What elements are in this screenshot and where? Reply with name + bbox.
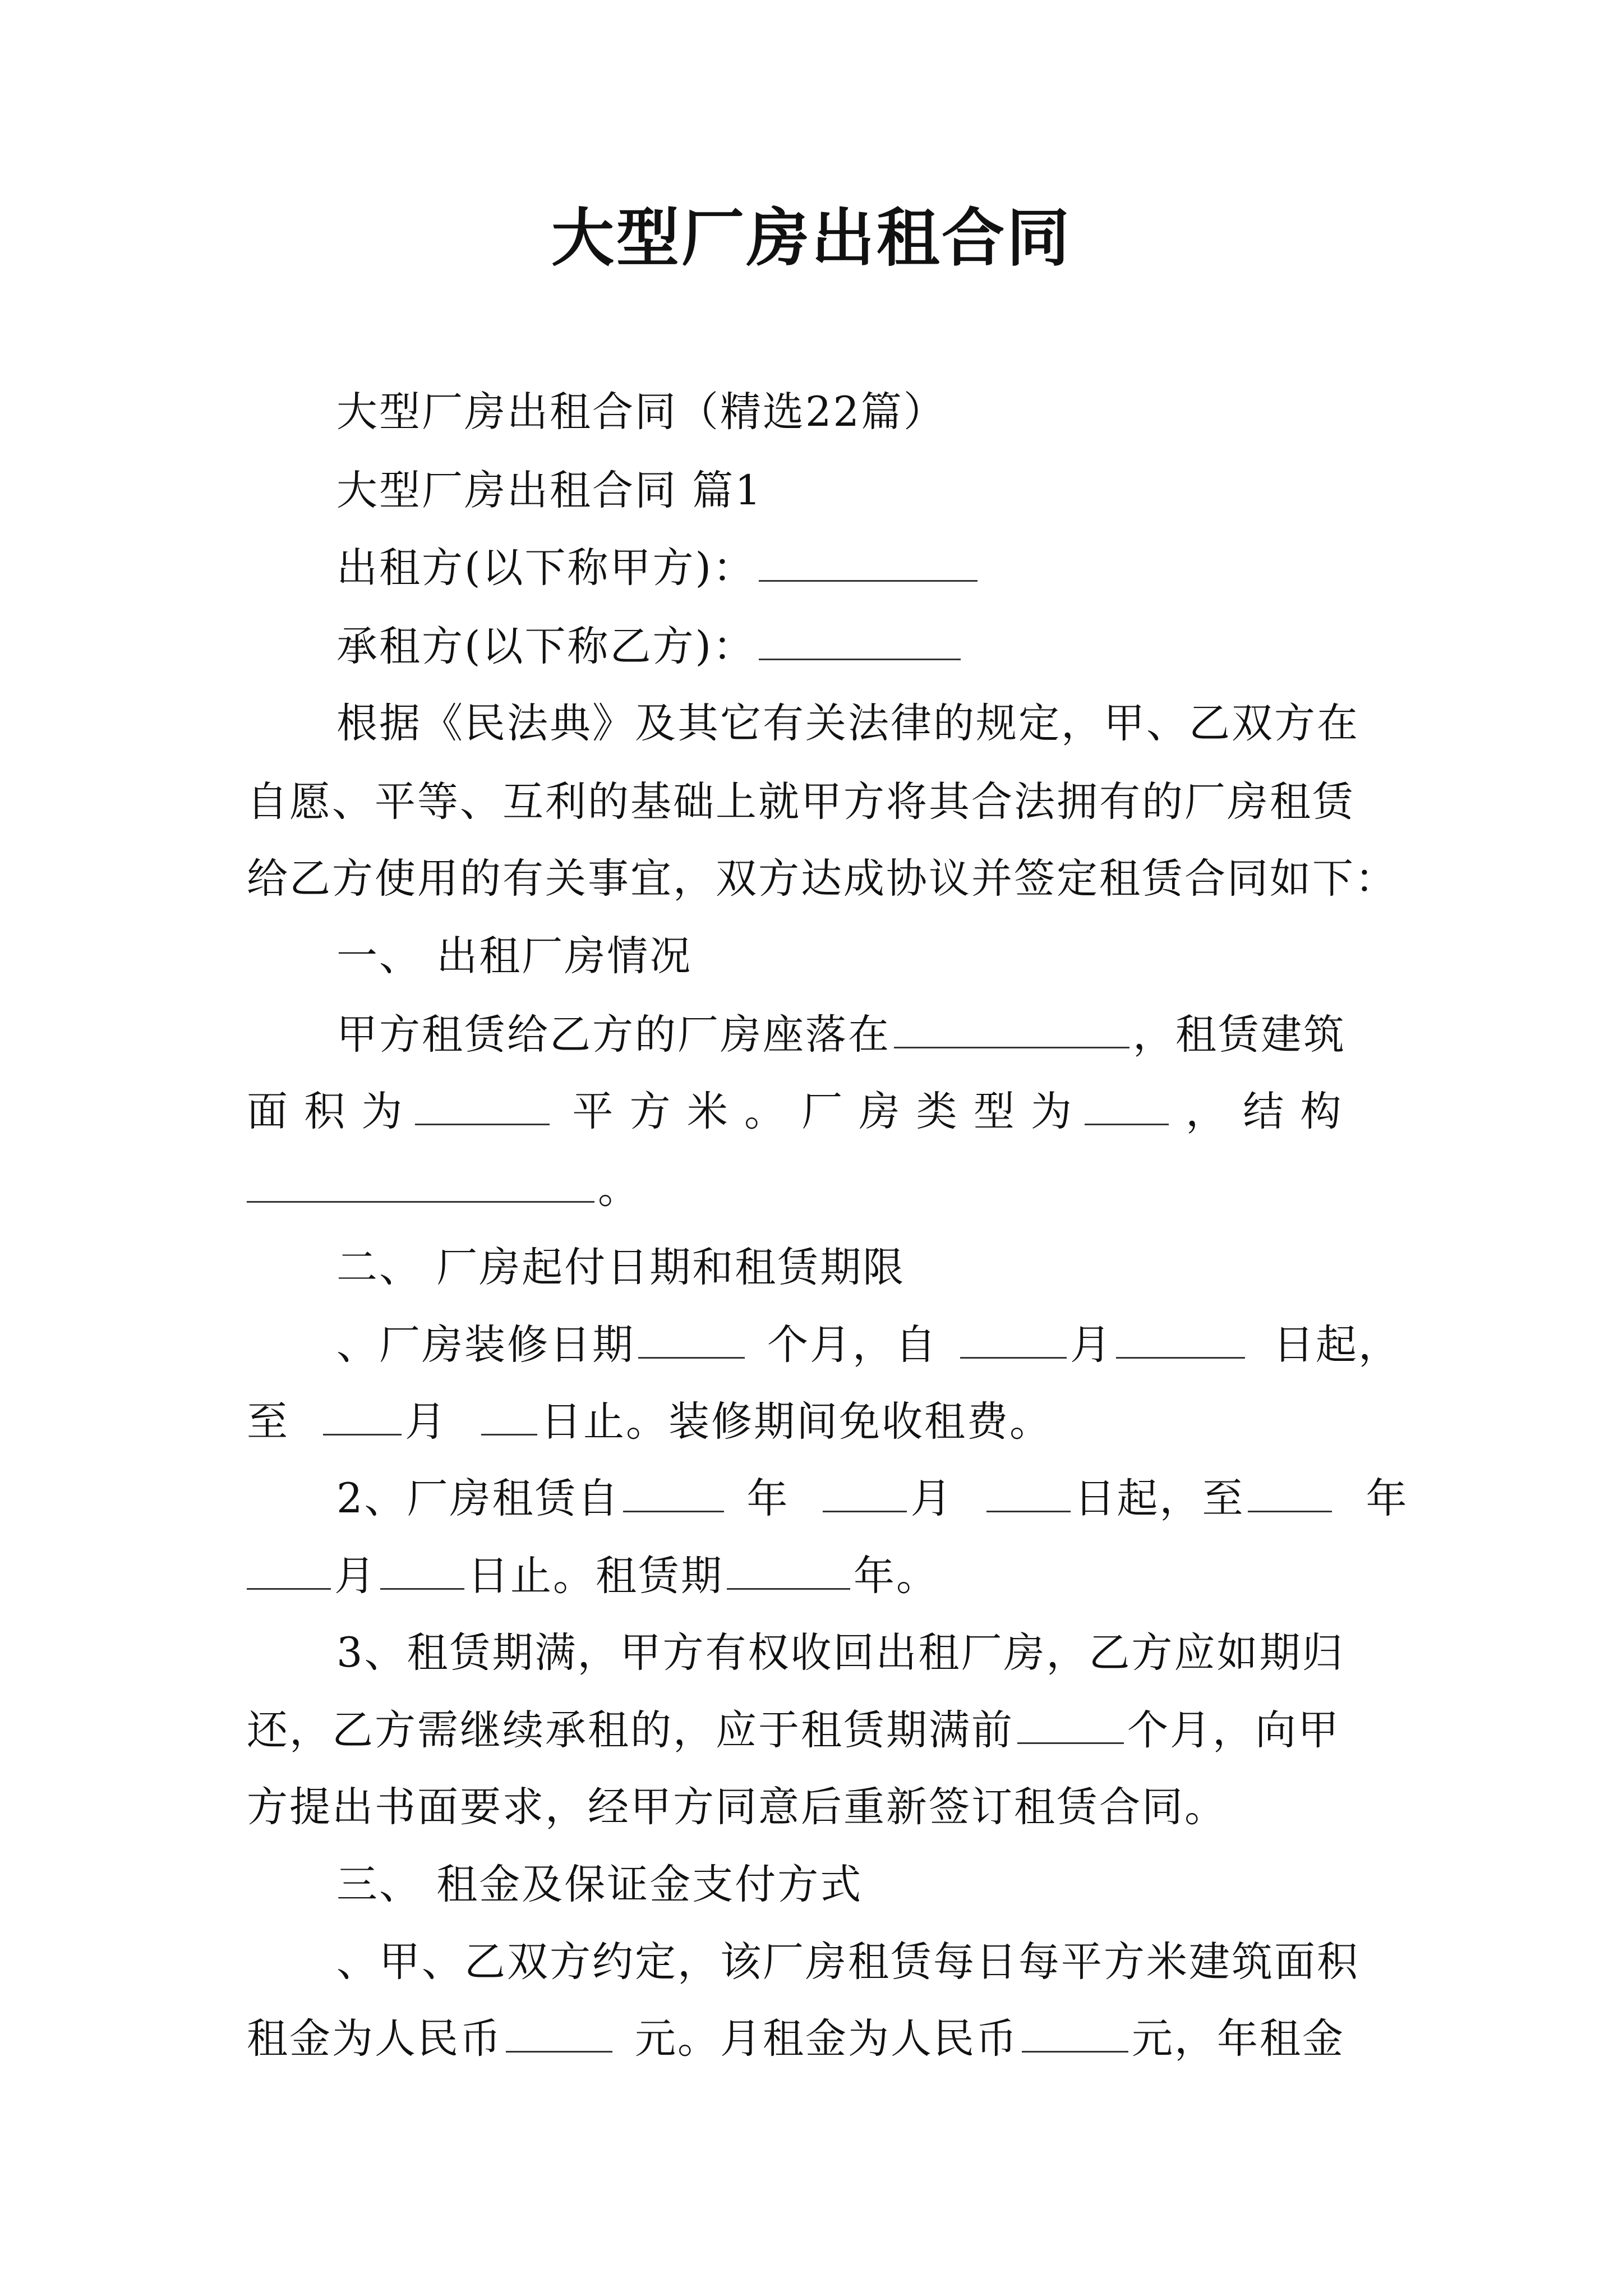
type-blank xyxy=(1085,1090,1169,1125)
section2-text: 个月，向甲 xyxy=(1127,1706,1340,1754)
section1-line-1 xyxy=(336,1007,1346,1063)
decoration-end-day-blank xyxy=(481,1400,537,1435)
section2-text: 年 xyxy=(1366,1475,1409,1522)
renewal-months-blank xyxy=(1017,1709,1124,1744)
section3-line-1: 、甲、乙双方约定，该厂房租赁每日每平方米建筑面积 xyxy=(336,1938,1359,1986)
section2-p1-line-2 xyxy=(247,1394,1052,1450)
section2-p2-line-2 xyxy=(247,1548,939,1604)
monthly-rent-blank xyxy=(1022,2017,1128,2053)
section1-line-2 xyxy=(247,1084,1343,1140)
section2-text: 个月，自 xyxy=(767,1321,938,1369)
section3-line-2 xyxy=(247,2011,1345,2067)
intro-line-2: 自愿、平等、互利的基础上就甲方将其合法拥有的厂房租赁 xyxy=(247,778,1355,826)
section2-p3-line-3: 方提出书面要求，经甲方同意后重新签订租赁合同。 xyxy=(247,1783,1227,1831)
document-title: 大型厂房出租合同 xyxy=(551,201,1072,275)
section1-line-3 xyxy=(247,1161,640,1217)
section2-p1-line-1 xyxy=(336,1317,1401,1373)
section2-text: 日止。租赁期 xyxy=(468,1552,723,1600)
structure-blank xyxy=(247,1167,594,1203)
section2-text: 月 xyxy=(334,1552,377,1600)
section2-text: 月 xyxy=(1070,1321,1113,1369)
area-blank xyxy=(415,1090,550,1125)
section2-p3-line-2 xyxy=(247,1703,1340,1759)
decoration-start-month-blank xyxy=(960,1323,1067,1359)
section2-p2-line-1 xyxy=(336,1471,1408,1527)
section2-text: 2、厂房租赁自 xyxy=(336,1475,620,1522)
section1-text: 面 积 为 xyxy=(247,1088,404,1135)
section2-text: 月 xyxy=(405,1398,448,1446)
section2-text: 日起，至 xyxy=(1074,1475,1245,1522)
lessee-line xyxy=(336,619,964,675)
daily-rent-blank xyxy=(506,2017,612,2053)
lessor-blank xyxy=(759,546,978,582)
section2-text: 年。 xyxy=(854,1552,939,1600)
lessor-line xyxy=(336,540,981,596)
decoration-months-blank xyxy=(638,1323,745,1359)
lease-end-month-blank xyxy=(247,1554,331,1590)
lease-start-year-blank xyxy=(623,1477,724,1512)
section1-text: ， 结 构 xyxy=(1186,1088,1343,1135)
section2-heading: 二、 厂房起付日期和租赁期限 xyxy=(336,1244,906,1291)
chapter-heading: 大型厂房出租合同 篇1 xyxy=(336,467,763,514)
section2-text: 、厂房装修日期 xyxy=(336,1321,635,1369)
intro-line-3: 给乙方使用的有关事宜，双方达成协议并签定租赁合同如下： xyxy=(247,855,1398,903)
section2-text: 月 xyxy=(910,1475,953,1522)
section1-text: 。 xyxy=(598,1165,640,1213)
section3-heading: 三、 租金及保证金支付方式 xyxy=(336,1861,863,1908)
section1-heading: 一、 出租厂房情况 xyxy=(336,932,693,980)
lease-end-year-blank xyxy=(1248,1477,1332,1512)
section3-text: 元，年租金 xyxy=(1132,2015,1345,2063)
section2-p3-line-1: 3、租赁期满，甲方有权收回出租厂房，乙方应如期归 xyxy=(336,1629,1345,1677)
section2-text: 日起， xyxy=(1273,1321,1401,1369)
location-blank xyxy=(894,1013,1129,1048)
section2-text: 至 xyxy=(247,1398,289,1446)
decoration-end-month-blank xyxy=(323,1400,402,1435)
lease-start-day-blank xyxy=(986,1477,1071,1512)
section2-text: 日止。装修期间免收租费。 xyxy=(541,1398,1052,1446)
section1-text: 平 方 米 。 厂 房 类 型 为 xyxy=(572,1088,1074,1135)
lease-start-month-blank xyxy=(823,1477,907,1512)
lease-end-day-blank xyxy=(380,1554,464,1590)
section1-text: 甲方租赁给乙方的厂房座落在 xyxy=(336,1011,891,1059)
lessee-blank xyxy=(759,625,961,660)
section3-text: 租金为人民币 xyxy=(247,2015,502,2063)
section1-text: ，租赁建筑 xyxy=(1133,1011,1346,1059)
section2-text: 年 xyxy=(746,1475,790,1522)
lease-term-blank xyxy=(727,1554,850,1590)
lessee-label: 承租方(以下称乙方)： xyxy=(336,623,755,670)
subtitle: 大型厂房出租合同（精选22篇） xyxy=(336,388,946,436)
lessor-label: 出租方(以下称甲方)： xyxy=(336,544,755,592)
intro-line-1: 根据《民法典》及其它有关法律的规定，甲、乙双方在 xyxy=(336,700,1359,747)
section2-text: 还，乙方需继续承租的，应于租赁期满前 xyxy=(247,1706,1014,1754)
section3-text: 元。月租金为人民币 xyxy=(635,2015,1018,2063)
decoration-start-day-blank xyxy=(1116,1323,1245,1359)
